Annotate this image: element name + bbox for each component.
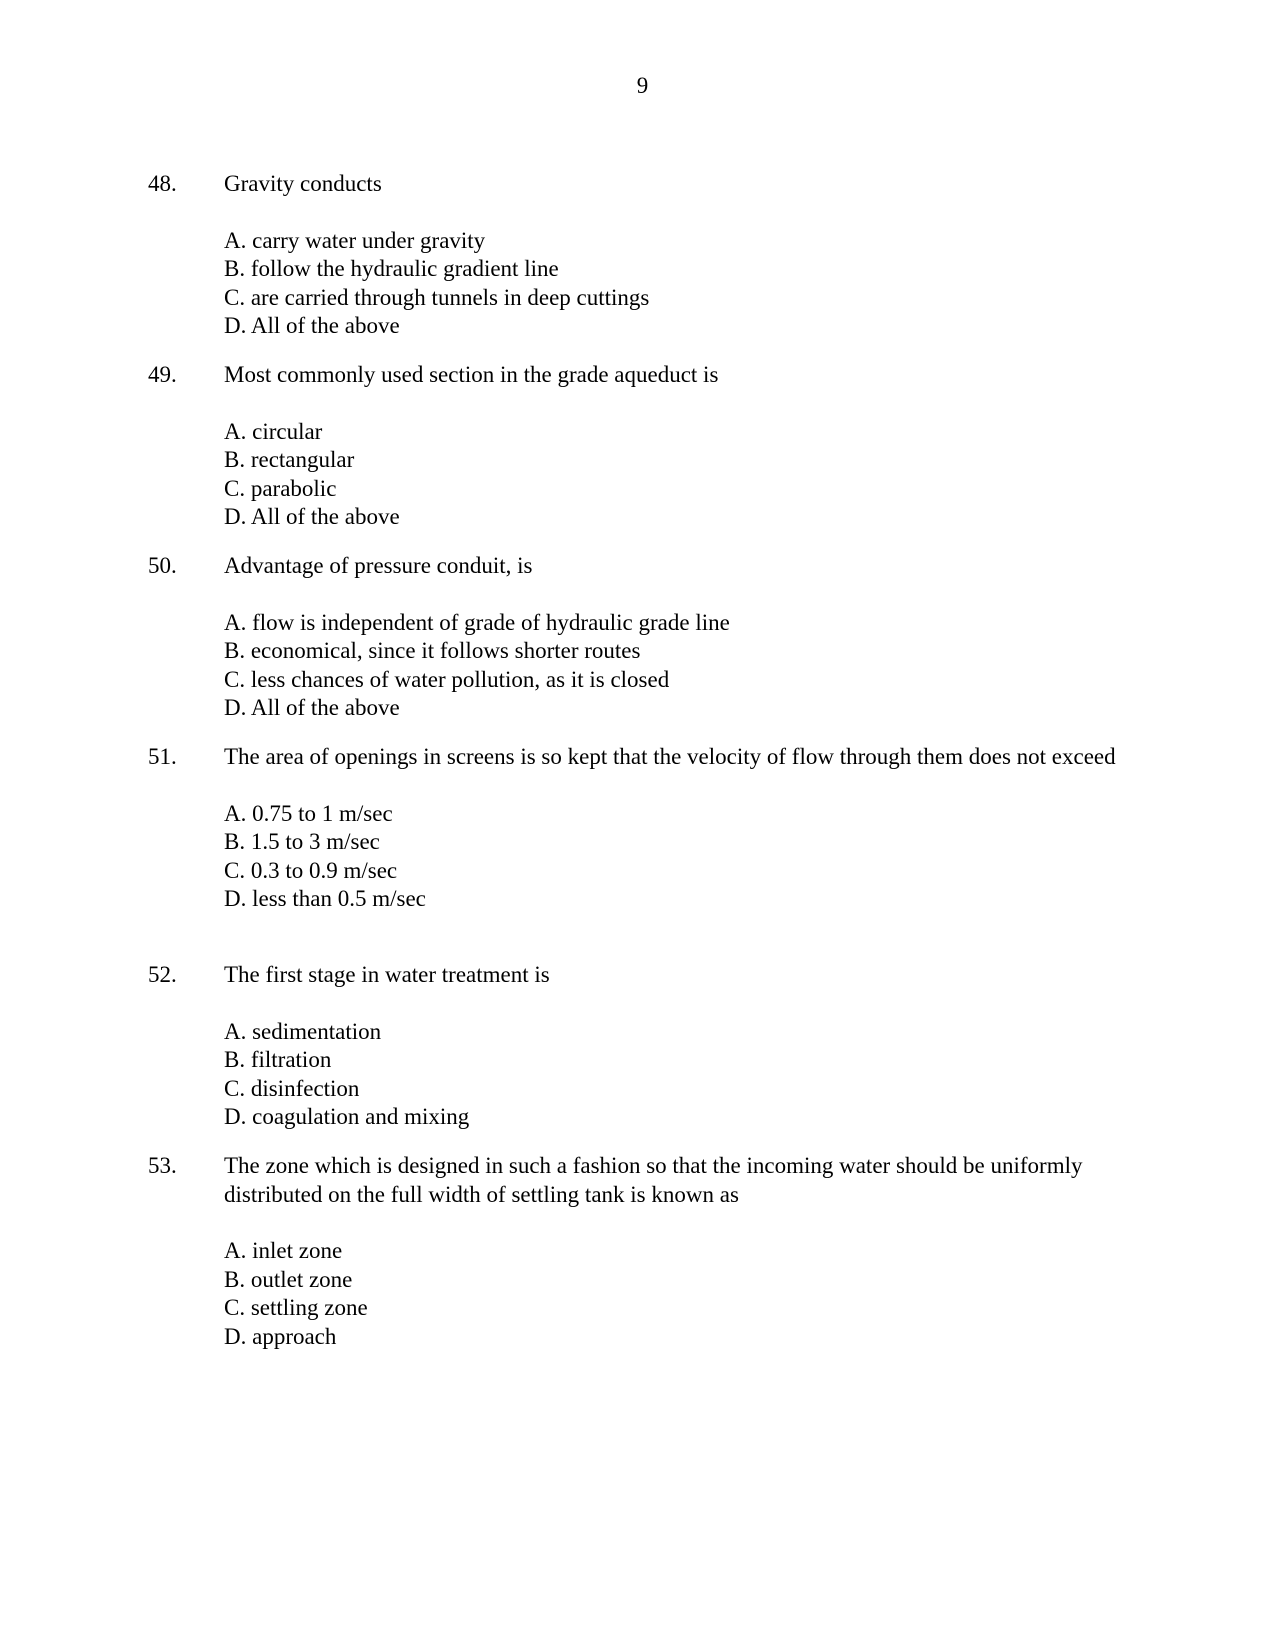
question-48 [148,170,1148,341]
option-b: B. economical, since it follows shorter routes [224,638,641,663]
option-b: B. outlet zone [224,1266,353,1292]
option-a: A. flow is independent of grade of hydraulic grade line [224,609,730,635]
option-c: C. are carried through tunnels in deep cuttings [224,284,650,310]
question-text: The first stage in water treatment is [224,962,550,987]
question-number: 48. [148,171,177,196]
option-b: B. follow the hydraulic gradient line [224,256,559,281]
option-d: D. All of the above [224,504,400,529]
option-d: D. coagulation and mixing [224,1104,470,1129]
question-number: 52. [148,962,177,987]
option-d: D. less than 0.5 m/sec [224,886,426,911]
question-number: 53. [148,1153,177,1178]
option-a: A. carry water under gravity [224,227,486,253]
option-c: C. less chances of water pollution, as it is closed [224,666,670,692]
question-text: Most commonly used section in the grade aqueduct is [224,362,719,387]
option-list [224,609,1148,723]
option-c: C. parabolic [224,475,337,501]
option-b: B. rectangular [224,447,355,472]
option-c: C. disinfection [224,1075,360,1101]
question-number: 49. [148,362,177,387]
question-text: The area of openings in screens is so kept that the velocity of flow through them does not exceed [224,744,1116,769]
option-list [224,800,1148,914]
page-number: 9 [636,73,649,98]
question-number: 51. [148,744,177,769]
option-d: D. All of the above [224,695,400,720]
question-50 [148,552,1148,723]
option-list [224,227,1148,341]
option-d: D. approach [224,1323,337,1349]
option-a: A. inlet zone [224,1238,343,1263]
question-text: Gravity conducts [224,171,382,196]
option-b: B. filtration [224,1047,332,1072]
question-52 [148,961,1148,1132]
question-49 [148,361,1148,532]
option-list [224,418,1148,532]
question-53 [148,1152,1148,1351]
option-list [224,1018,1148,1132]
question-text: Advantage of pressure conduit, is [224,553,533,578]
option-d: D. All of the above [224,313,400,338]
option-b: B. 1.5 to 3 m/sec [224,829,380,854]
option-c: C. settling zone [224,1295,368,1320]
option-c: C. 0.3 to 0.9 m/sec [224,857,398,883]
option-a: A. sedimentation [224,1018,382,1044]
question-number: 50. [148,553,177,578]
question-51 [148,743,1148,914]
question-text: The zone which is designed in such a fashion so that the incoming water should be uniformly distributed on the full width of settling tank is known as [224,1153,1083,1207]
option-a: A. 0.75 to 1 m/sec [224,800,393,826]
option-list [224,1237,1148,1351]
option-a: A. circular [224,418,323,444]
